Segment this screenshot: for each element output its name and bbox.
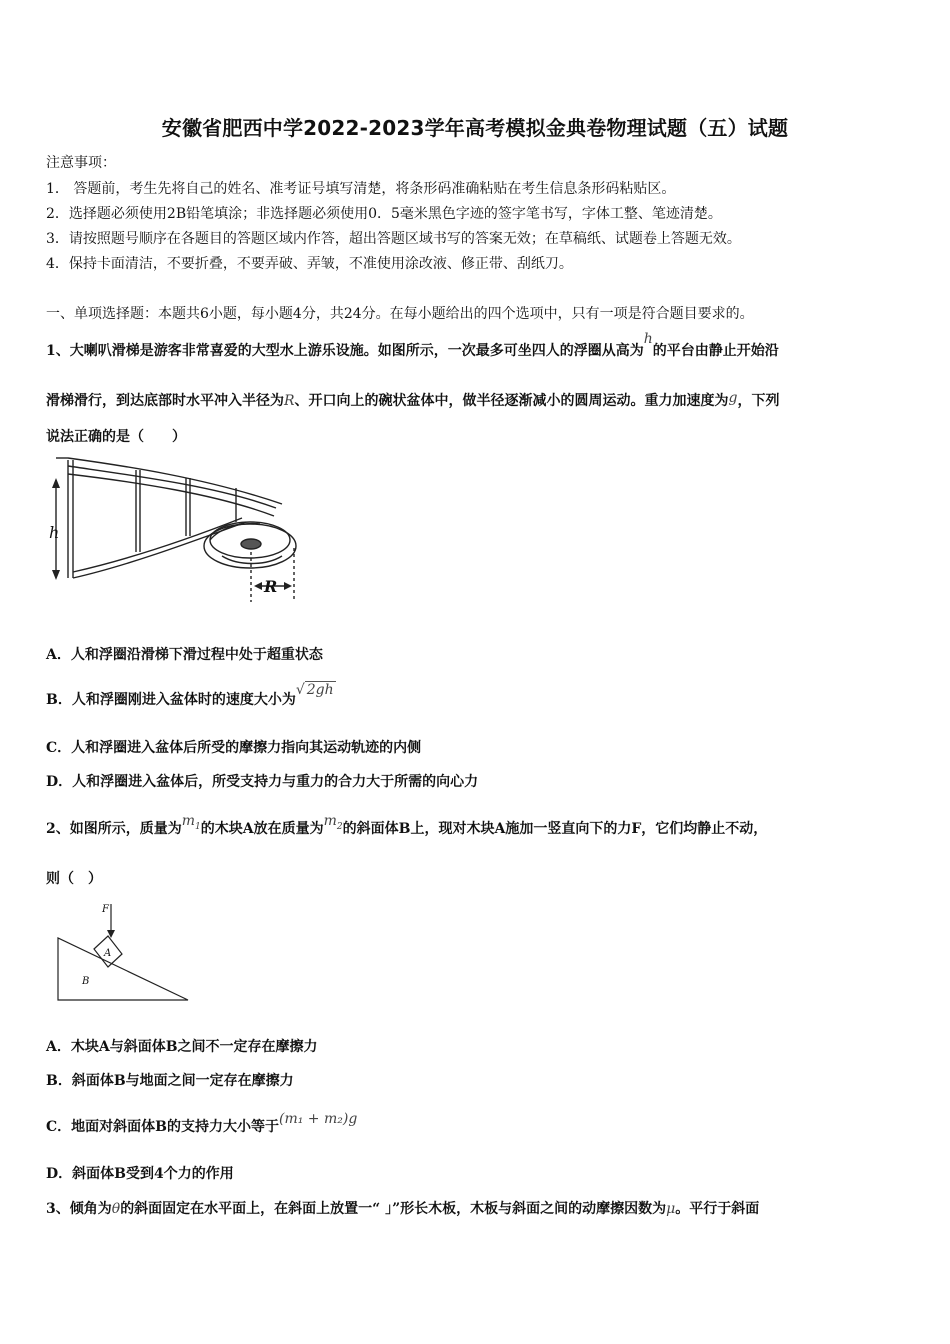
q2-option-a: A．木块A与斜面体B之间不一定存在摩擦力 [46,1039,318,1055]
note-item-1: 1． 答题前，考生先将自己的姓名、准考证号填写清楚，将条形码准确粘贴在考生信息条形码粘贴区。 [46,181,676,197]
q3-stem-line1: 3、倾角为θ的斜面固定在水平面上，在斜面上放置一“ 」”形长木板，木板与斜面之间的动摩擦因数为μ。平行于斜面 [46,1201,760,1217]
q1-option-d: D．人和浮圈进入盆体后，所受支持力与重力的合力大于所需的向心力 [46,774,479,790]
note-item-4: 4．保持卡面清洁，不要折叠，不要弄破、弄皱，不准使用涂改液、修正带、刮纸刀。 [46,256,573,272]
q1-option-a: A．人和浮圈沿滑梯下滑过程中处于超重状态 [46,647,323,663]
q2-option-c: C．地面对斜面体B的支持力大小等于(m₁ + m₂)g [46,1111,358,1135]
incline-figure [46,898,196,1006]
var-g: g [728,390,738,406]
var-mu: μ [666,1201,676,1217]
formula-m1-m2-g: (m₁ + m₂)g [278,1111,358,1127]
var-m1: $m_1$ [181,813,201,832]
var-m2: $m_2$ [323,813,343,832]
var-h: h [643,331,653,347]
section-heading: 一、单项选择题：本题共6小题，每小题4分，共24分。在每小题给出的四个选项中，只有一项是符合题目要求的。 [46,306,754,322]
note-item-3: 3．请按照题号顺序在各题目的答题区域内作答，超出答题区域书写的答案无效；在草稿纸、试题卷上答题无效。 [46,231,741,247]
fig-label-R: R [264,577,278,596]
note-item-2: 2．选择题必须使用2B铅笔填涂；非选择题必须使用0．5毫米黑色字迹的签字笔书写，字体工整、笔迹清楚。 [46,206,722,222]
q1-option-b: B．人和浮圈刚进入盆体时的速度大小为√ 2gh [46,682,334,708]
fig-label-h: h [49,523,60,542]
slide-figure [46,456,306,606]
page-title: 安徽省肥西中学2022-2023学年高考模拟金典卷物理试题（五）试题 [161,116,789,140]
notes-heading: 注意事项： [46,155,116,171]
q1-stem-line3: 说法正确的是（ ） [46,429,186,445]
fig-label-A: A [104,948,112,959]
q2-option-d: D．斜面体B受到4个力的作用 [46,1166,234,1182]
q1-stem-line2: 滑梯滑行，到达底部时水平冲入半径为R、开口向上的碗状盆体中，做半径逐渐减小的圆周运动。重力加速度为g，下列 [46,390,780,409]
q1-option-c: C．人和浮圈进入盆体后所受的摩擦力指向其运动轨迹的内侧 [46,740,422,756]
var-theta: θ [111,1201,121,1217]
q1-stem-line1: 1、大喇叭滑梯是游客非常喜爱的大型水上游乐设施。如图所示，一次最多可坐四人的浮圈从高为h的平台由静止开始沿 [46,331,779,359]
q2-stem-line2: 则（ ） [46,871,102,887]
var-R: R [284,393,295,409]
sqrt-2gh: 2gh [306,682,334,698]
q2-stem-line1: 2、如图所示，质量为$m_1$的木块A放在质量为$m_2$的斜面体B上，现对木块A施加一竖直向下的力F，它们均静止不动， [46,813,768,837]
fig-label-B: B [82,976,90,987]
q2-option-b: B．斜面体B与地面之间一定存在摩擦力 [46,1073,294,1089]
fig-label-F: F [102,904,109,915]
